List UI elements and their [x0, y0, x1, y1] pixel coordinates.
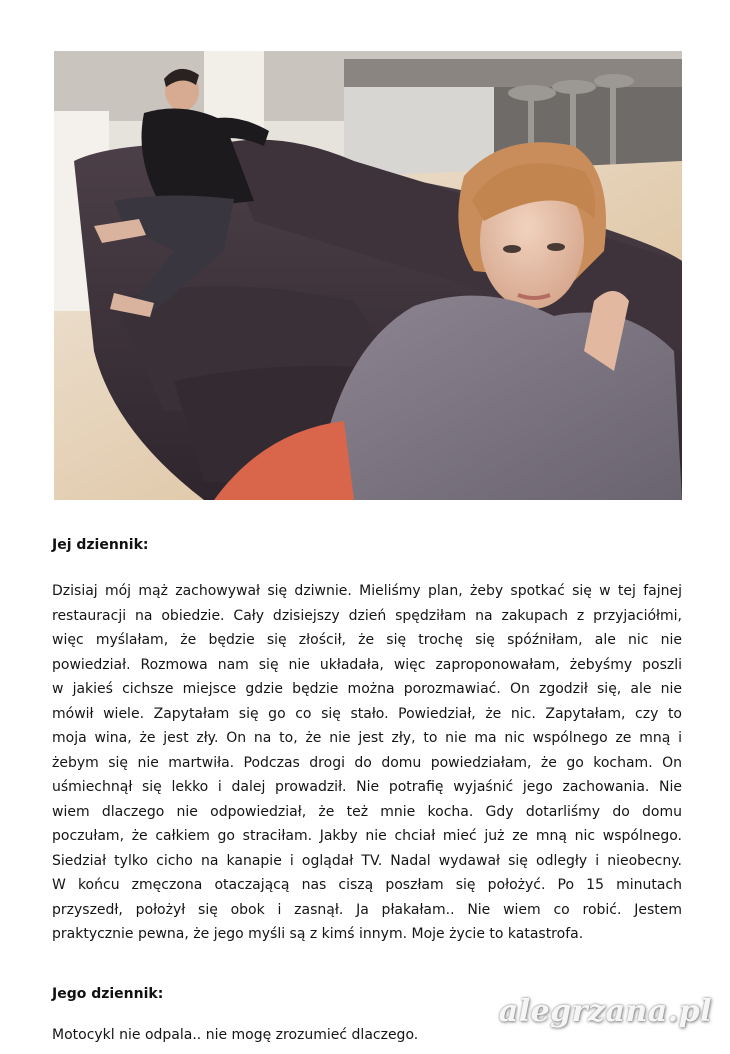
her-diary-line: w jakieś cichsze miejsce gdzie będzie można porozmawiać. On zgodził się, ale nie [52, 681, 682, 697]
her-diary-line: Siedział tylko cicho na kanapie i oglądał TV. Nadal wydawał się odległy i nieobecny. [52, 852, 682, 869]
his-diary-text: Motocykl nie odpala.. nie mogę zrozumieć dlaczego. [52, 1027, 419, 1043]
her-diary-line: przyszedł, położył się obok i zasnął. Ja płakałam.. Nie wiem co robić. Jestem [52, 901, 682, 918]
couple-on-sofa-photo [54, 51, 682, 500]
her-diary-line: powiedział. Rozmowa nam się nie układała, więc zaproponowałam, żebyśmy poszli [52, 656, 682, 673]
her-diary-text [52, 579, 682, 947]
her-diary-line: wiem dlaczego nie odpowiedział, że też mnie kocha. Gdy dotarliśmy do domu [52, 803, 682, 820]
her-diary-line: uśmiechnął się lekko i dalej prowadził. Nie potrafię wyjaśnić jego zachowania. Nie [52, 779, 682, 795]
her-diary-line: moja wina, że jest zły. On na to, że nie jest zły, to nie ma nic wspólnego ze mną i [52, 730, 682, 746]
her-diary-line: żebym się nie martwiła. Podczas drogi do domu powiedziałam, że go kocham. On [52, 754, 682, 771]
her-diary-line: więc myślałam, że będzie się złościł, że się trochę się spóźniłam, ale nic nie [52, 632, 682, 648]
her-diary-line: poczułam, że całkiem go straciłam. Jakby nie chciał mieć już ze mną nic wspólnego. [52, 828, 682, 844]
her-diary-line: mówił wiele. Zapytałam się go co się stało. Powiedział, że nic. Zapytałam, czy to [52, 705, 682, 722]
her-diary-line: Dzisiaj mój mąż zachowywał się dziwnie. Mieliśmy plan, żeby spotkać się w tej fajnej [52, 583, 682, 599]
her-diary-line: W końcu zmęczona otaczającą nas ciszą poszłam się położyć. Po 15 minutach [52, 877, 682, 893]
her-diary-line: praktycznie pewna, że jego myśli są z kimś innym. Moje życie to katastrofa. [52, 926, 584, 942]
watermark-logo: alegrzana.pl [498, 994, 712, 1029]
photo-illustration [54, 51, 682, 500]
her-diary-heading: Jej dziennik: [52, 537, 149, 553]
his-diary-heading: Jego dziennik: [52, 986, 164, 1002]
her-diary-line: restauracji na obiedzie. Cały dzisiejszy dzień spędziłam na zakupach z przyjaciółmi, [52, 607, 682, 624]
